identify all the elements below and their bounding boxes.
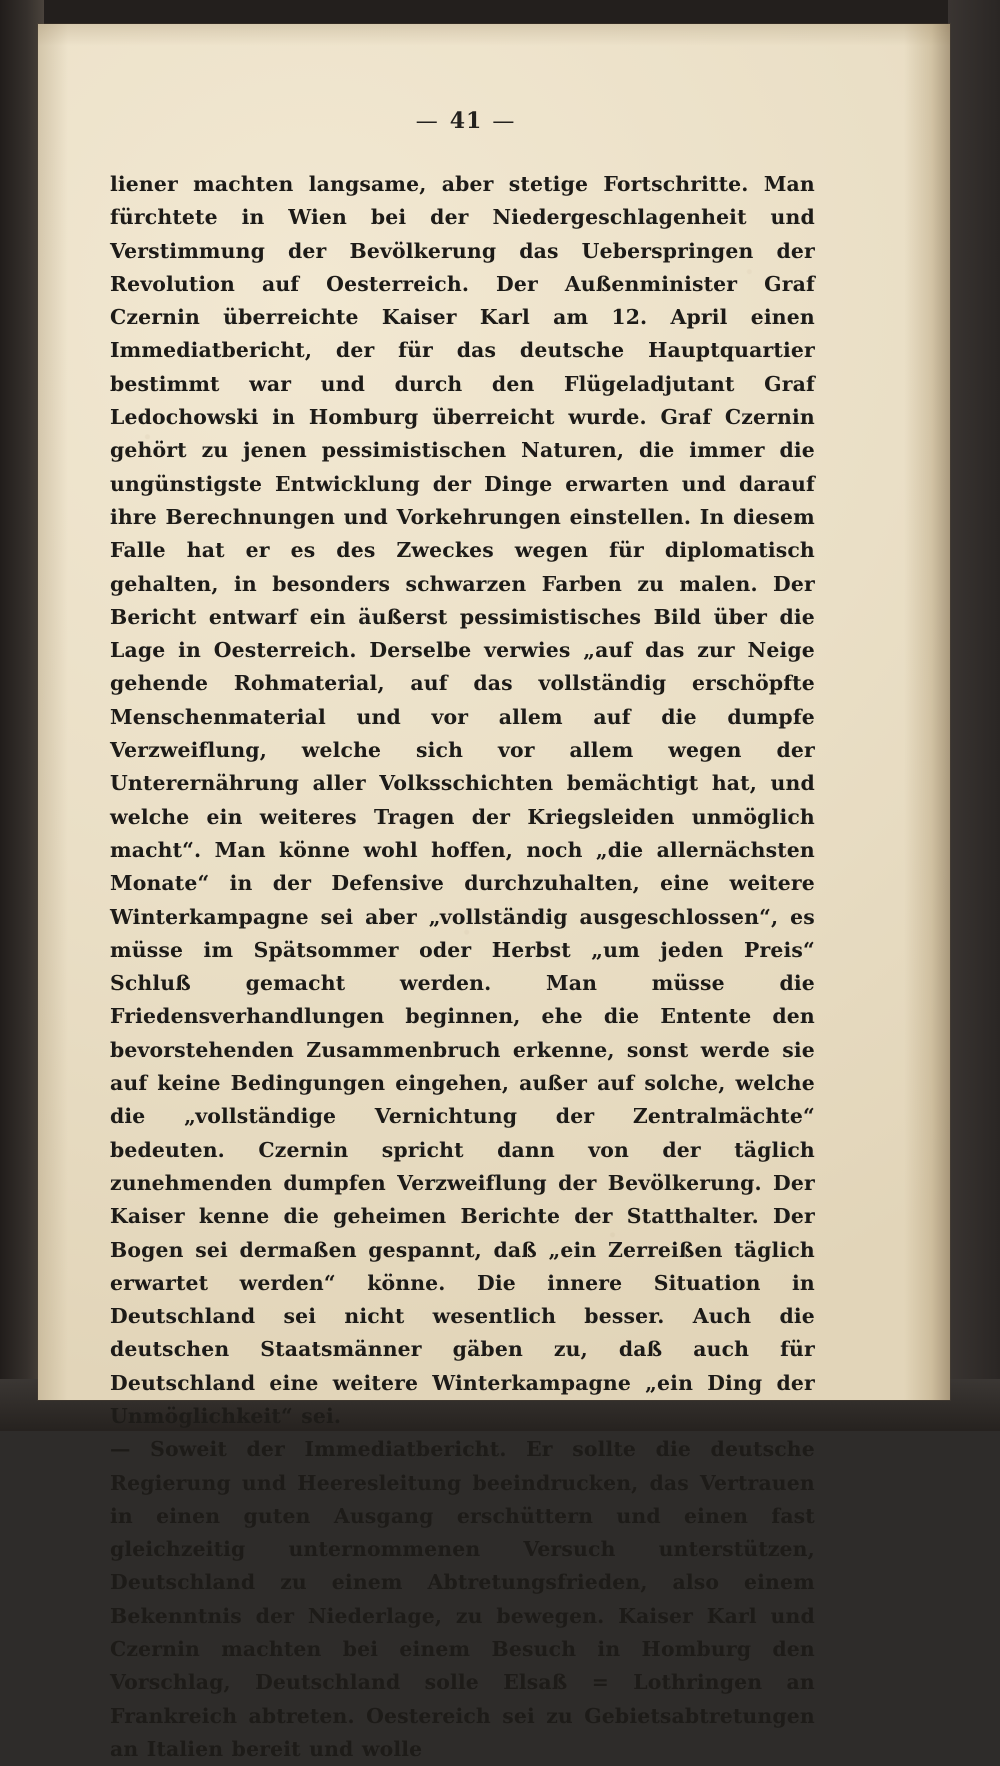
scan-bed-right-edge xyxy=(948,0,1000,1431)
page-number: 41 xyxy=(449,108,483,134)
page-content xyxy=(110,108,822,1766)
page-left-shadow xyxy=(38,24,68,1400)
page-top-shadow xyxy=(38,24,950,46)
page-fore-edge-shadow xyxy=(904,24,950,1400)
page-folio xyxy=(110,108,822,134)
folio-dash-left: — xyxy=(415,109,440,134)
paragraph: — Soweit der Immediatbericht. Er sollte die deutsche Regierung und Heeresleitung beeindrucken, das Vertrauen in einen guten Ausgang erschüttern und einen fast gleichzeitig unternommenen Versuch unterstützen, Deutschland zu einem Abtretungsfrieden, also einem Bekenntnis der Niederlage, zu bewegen. Kaiser Karl und Czernin machten bei einem Besuch in Homburg den Vorschlag, Deutschland solle Elsaß = Lothringen an Frankreich abtreten. Oestereich sei zu Gebietsabtretungen an Italien bereit und wolle xyxy=(110,1437,815,1761)
body-text xyxy=(110,168,815,1766)
paragraph: liener machten langsame, aber stetige Fortschritte. Man fürchtete in Wien bei der Niedergeschlagenheit und Verstimmung der Bevölkerung das Ueberspringen der Revolution auf Oesterreich. Der Außenminister Graf Czernin überreichte Kaiser Karl am 12. April einen Immediatbericht, der für das deutsche Hauptquartier bestimmt war und durch den Flügeladjutant Graf Ledochowski in Homburg überreicht wurde. Graf Czernin gehört zu jenen pessimistischen Naturen, die immer die ungünstigste Entwicklung der Dinge erwarten und darauf ihre Berechnungen und Vorkehrungen einstellen. In diesem Falle hat er es des Zweckes wegen für diplomatisch gehalten, in besonders schwarzen Farben zu malen. Der Bericht entwarf ein äußerst pessimistisches Bild über die Lage in Oesterreich. Derselbe verwies „auf das zur Neige gehende Rohmaterial, auf das vollständig erschöpfte Menschenmaterial und vor allem auf die dumpfe Verzweiflung, welche sich vor allem wegen der Unterernährung aller Volksschichten bemächtigt hat, und welche ein weiteres Tragen der Kriegsleiden unmöglich macht“. Man könne wohl hoffen, noch „die allernächsten Monate“ in der Defensive durchzuhalten, eine weitere Winterkampagne sei aber „vollständig ausgeschlossen“, es müsse im Spätsommer oder Herbst „um jeden Preis“ Schluß gemacht werden. Man müsse die Friedensverhandlungen beginnen, ehe die Entente den bevorstehenden Zusammenbruch erkenne, sonst werde sie auf keine Bedingungen eingehen, außer auf solche, welche die „vollständige Vernichtung der Zentralmächte“ bedeuten. Czernin spricht dann von der täglich zunehmenden dumpfen Verzweiflung der Bevölkerung. Der Kaiser kenne die geheimen Berichte der Statthalter. Der Bogen sei dermaßen gespannt, daß „ein Zerreißen täglich erwartet werden“ könne. Die innere Situation in Deutschland sei nicht wesentlich besser. Auch die deutschen Staatsmänner gäben zu, daß auch für Deutschland eine weitere Winterkampagne „ein Ding der Unmöglichkeit“ sei. xyxy=(110,172,815,1428)
folio-dash-right: — xyxy=(492,109,517,134)
book-page xyxy=(38,24,950,1761)
